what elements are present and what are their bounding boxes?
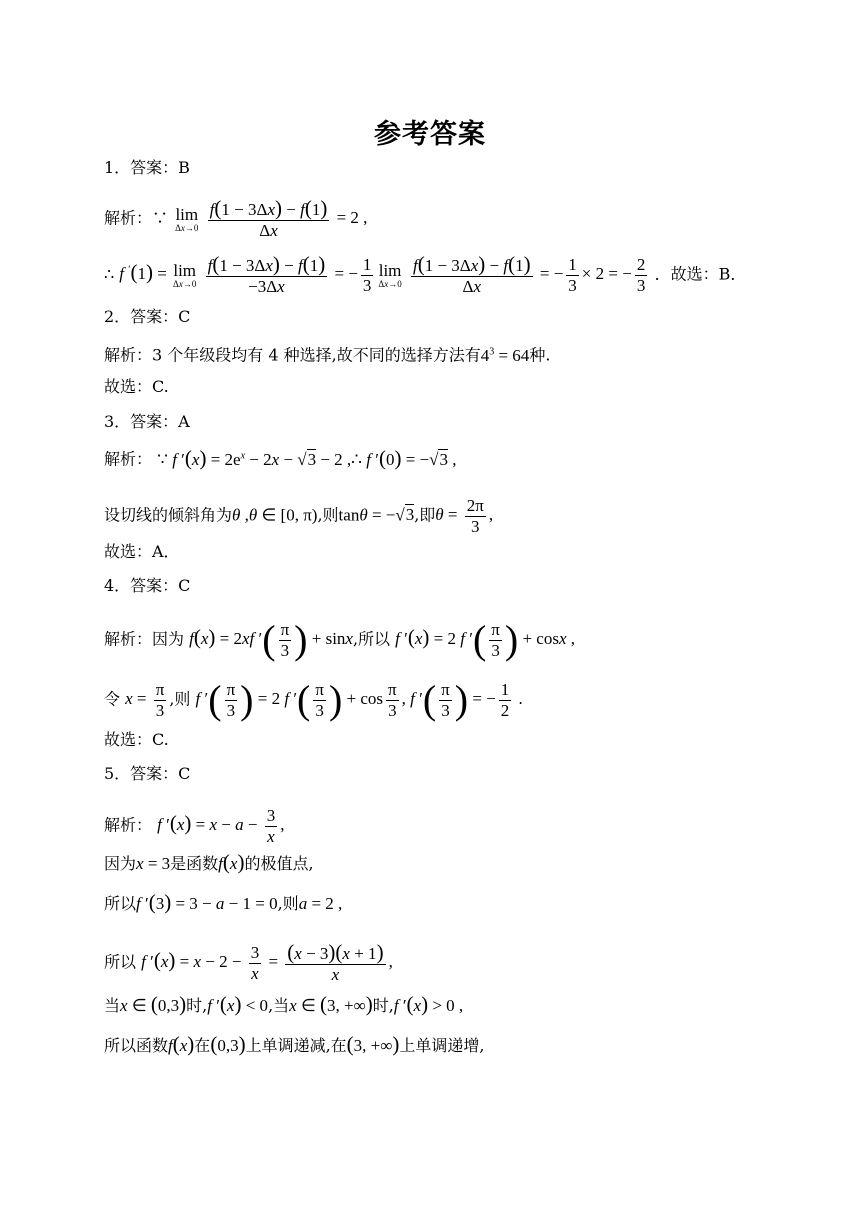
q3-analysis: 解析： ∵ f $'(x) = 2e^x - 2x - √3 - 2$ ,∴ f ′(0) = −√3 , (104, 445, 457, 470)
page-title: 参考答案 (374, 119, 486, 150)
q3-tangent: 设切线的倾斜角为θ ,θ ∈ [0, π),则tanθ = −√3,即θ = $\frac{2\pi}{3}$ , (104, 496, 494, 536)
q1-analysis-line1: 解析：∵ lim Δx→0 $\frac{f(1 - 3\Delta x) - f(1)}{\Delta x}$ = 2 , (104, 196, 368, 240)
q5-solve-a: 所以f ′(3) = 3 − a − 1 = 0,则a = 2 , (104, 890, 343, 914)
q5-sign: 当x ∈ (0,3)时,f ′(x) < 0,当x ∈ (3, +∞)时,f ′(x) > 0 , (104, 992, 464, 1016)
q4-let: 令 x = $\frac{\pi}{3}$ ,则 f ′( $\frac{\pi}{3}$ ) = 2 f ′( $\frac{\pi}{3}$ ) + cos $\frac{\pi}{3}$ , f ′( $\frac{\pi}{3}$ ) = − $\frac{1}{2}$ . (104, 677, 523, 723)
q5-analysis: 解析： f ′(x) = x − a − $\frac{3}{x}$ , (104, 806, 285, 846)
q2-answer: 2．答案：C (104, 307, 191, 326)
q1-analysis-line2: ∴ f ′(1) = lim Δx→0 $\frac{f(1 - 3\Delta x) - f(1)}{-3\Delta x}$ = − $\frac{1}{3}$ lim Δx→0 $\frac{f(1 - 3\Delta x) - f(1)}{\Delta x}$ = − $\frac{1}{3}$ × 2 = − $\frac{2}{3}$ ．故选：B． (104, 252, 747, 296)
q3-answer: 3．答案：A (104, 412, 190, 431)
q5-answer: 5．答案：C (104, 764, 191, 783)
q4-answer: 4．答案：C (104, 576, 191, 595)
q3-pick: 故选：A． (104, 542, 180, 561)
q5-extremum: 因为x = 3是函数f(x)的极值点, (104, 850, 314, 874)
q5-monotonic: 所以函数f(x)在(0,3)上单调递减,在(3, +∞)上单调递增, (104, 1032, 485, 1056)
q2-pick: 故选：C. (104, 377, 169, 396)
q1-answer: 1．答案：B (104, 158, 190, 177)
q4-pick: 故选：C. (104, 730, 169, 749)
q2-analysis: 解析：3 个年级段均有 4 种选择,故不同的选择方法有$4^3 = 64$种. (104, 345, 551, 365)
q5-derivative: 所以 f ′(x) = x − 2 − $\frac{3}{x}$ = $\frac{(x - 3)(x + 1)}{x}$ , (104, 940, 393, 984)
q4-analysis: 解析：因为 f(x) = 2xf ′( $\frac{\pi}{3}$ ) + sinx,所以 f ′(x) = 2 f ′( $\frac{\pi}{3}$ ) + cosx , (104, 617, 575, 663)
